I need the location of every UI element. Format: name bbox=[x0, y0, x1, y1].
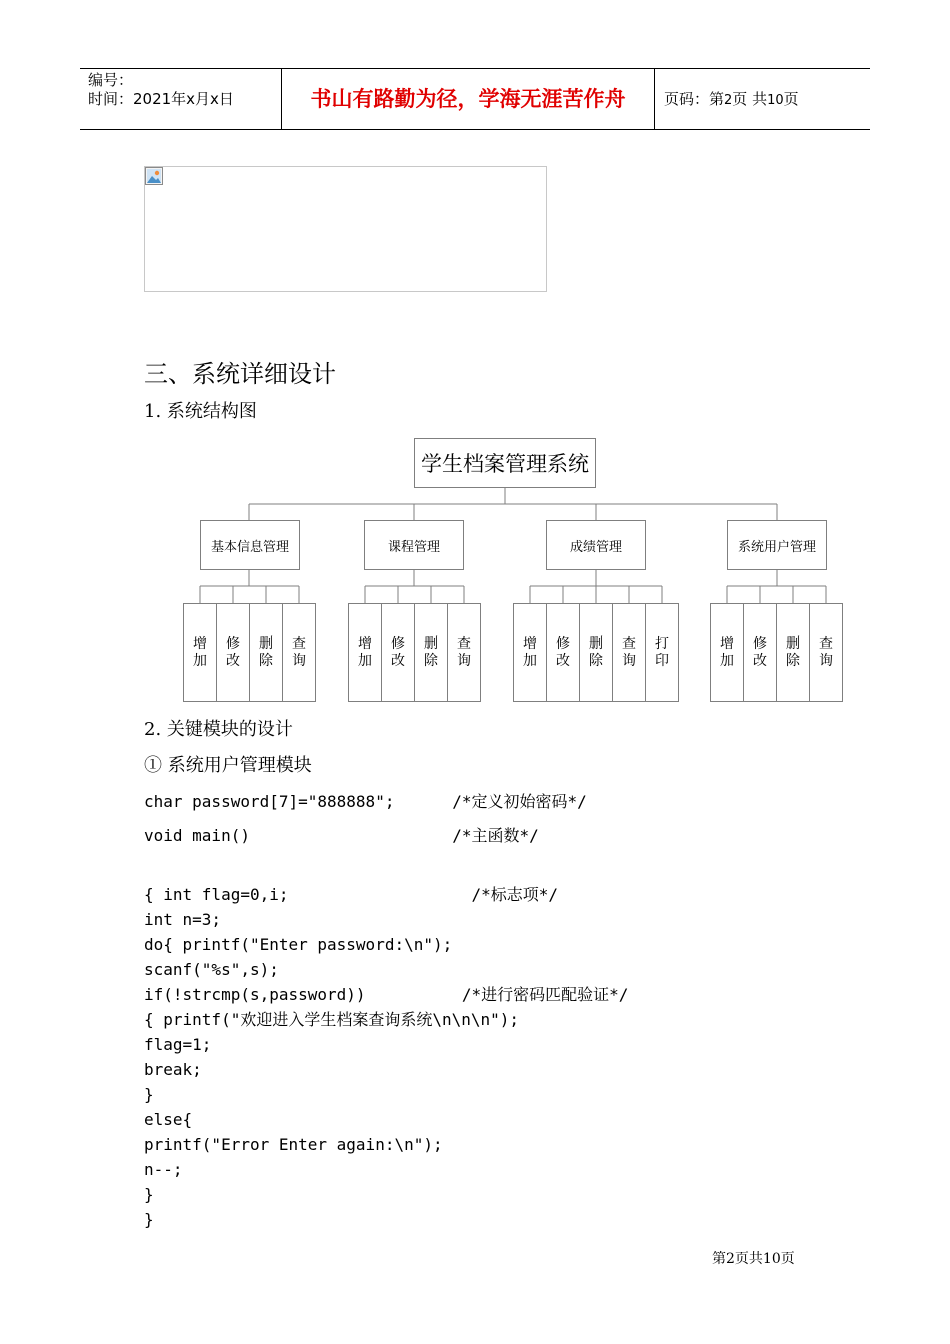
leaf-node: 查 询 bbox=[612, 603, 646, 702]
code-block bbox=[144, 857, 628, 1257]
header-motto: 书山有路勤为径，学海无涯苦作舟 bbox=[310, 87, 626, 111]
leaf-node: 增 加 bbox=[183, 603, 217, 702]
subheading-structure: 1. 系统结构图 bbox=[144, 401, 257, 422]
code-line: int n=3; bbox=[144, 910, 222, 929]
code-line: n--; bbox=[144, 1160, 183, 1179]
code-line: scanf("%s",s); bbox=[144, 960, 279, 979]
code-line: } bbox=[144, 1210, 154, 1229]
page-header bbox=[80, 68, 870, 130]
module-node-user: 系统用户管理 bbox=[727, 520, 827, 570]
code-line: break; bbox=[144, 1060, 202, 1079]
code-line: printf("Error Enter again:\n"); bbox=[144, 1135, 443, 1154]
leaf-node: 删 除 bbox=[414, 603, 448, 702]
leaf-node: 增 加 bbox=[710, 603, 744, 702]
image-placeholder bbox=[144, 166, 547, 292]
subheading-user-module: ① 系统用户管理模块 bbox=[144, 755, 312, 776]
leaf-node: 删 除 bbox=[579, 603, 613, 702]
code-line: } bbox=[144, 1185, 154, 1204]
header-meta bbox=[88, 71, 278, 109]
leaf-node: 查 询 bbox=[282, 603, 316, 702]
code-line: char password[7]="888888"; /*定义初始密码*/ bbox=[144, 792, 587, 811]
subheading-key-modules: 2. 关键模块的设计 bbox=[144, 719, 293, 740]
code-line: if(!strcmp(s,password)) /*进行密码匹配验证*/ bbox=[144, 985, 629, 1004]
page-suffix: 页 bbox=[783, 90, 799, 108]
header-divider bbox=[654, 69, 655, 129]
code-label: 编号： bbox=[88, 71, 134, 89]
leaf-node: 修 改 bbox=[216, 603, 250, 702]
leaf-node: 修 改 bbox=[743, 603, 777, 702]
leaf-node: 删 除 bbox=[249, 603, 283, 702]
leaf-node: 增 加 bbox=[513, 603, 547, 702]
page-mid: 页 共 bbox=[732, 90, 768, 108]
leaf-node: 查 询 bbox=[809, 603, 843, 702]
header-page-number bbox=[664, 69, 799, 129]
page-prefix: 页码：第 bbox=[664, 90, 725, 108]
module-node-score: 成绩管理 bbox=[546, 520, 646, 570]
page-total: 10 bbox=[767, 93, 784, 108]
leaf-node: 打 印 bbox=[645, 603, 679, 702]
code-line: { int flag=0,i; /*标志项*/ bbox=[144, 885, 559, 904]
leaf-node: 删 除 bbox=[776, 603, 810, 702]
code-line: do{ printf("Enter password:\n"); bbox=[144, 935, 453, 954]
module-node-course: 课程管理 bbox=[364, 520, 464, 570]
code-line: void main() /*主函数*/ bbox=[144, 826, 539, 845]
module-node-basic-info: 基本信息管理 bbox=[200, 520, 300, 570]
leaf-node: 增 加 bbox=[348, 603, 382, 702]
page-current: 2 bbox=[724, 93, 733, 108]
time-label: 时间：2021年x月x日 bbox=[88, 90, 234, 108]
code-line: { printf("欢迎进入学生档案查询系统\n\n\n"); bbox=[144, 1010, 520, 1029]
page-footer: 第2页共10页 bbox=[712, 1251, 795, 1267]
leaf-node: 修 改 bbox=[381, 603, 415, 702]
code-line: flag=1; bbox=[144, 1035, 212, 1054]
code-line: } bbox=[144, 1085, 154, 1104]
leaf-node: 查 询 bbox=[447, 603, 481, 702]
leaf-node: 修 改 bbox=[546, 603, 580, 702]
broken-image-icon bbox=[145, 167, 163, 185]
diagram-root-node: 学生档案管理系统 bbox=[414, 438, 596, 488]
section-heading: 三、系统详细设计 bbox=[144, 360, 336, 388]
code-line: else{ bbox=[144, 1110, 193, 1129]
